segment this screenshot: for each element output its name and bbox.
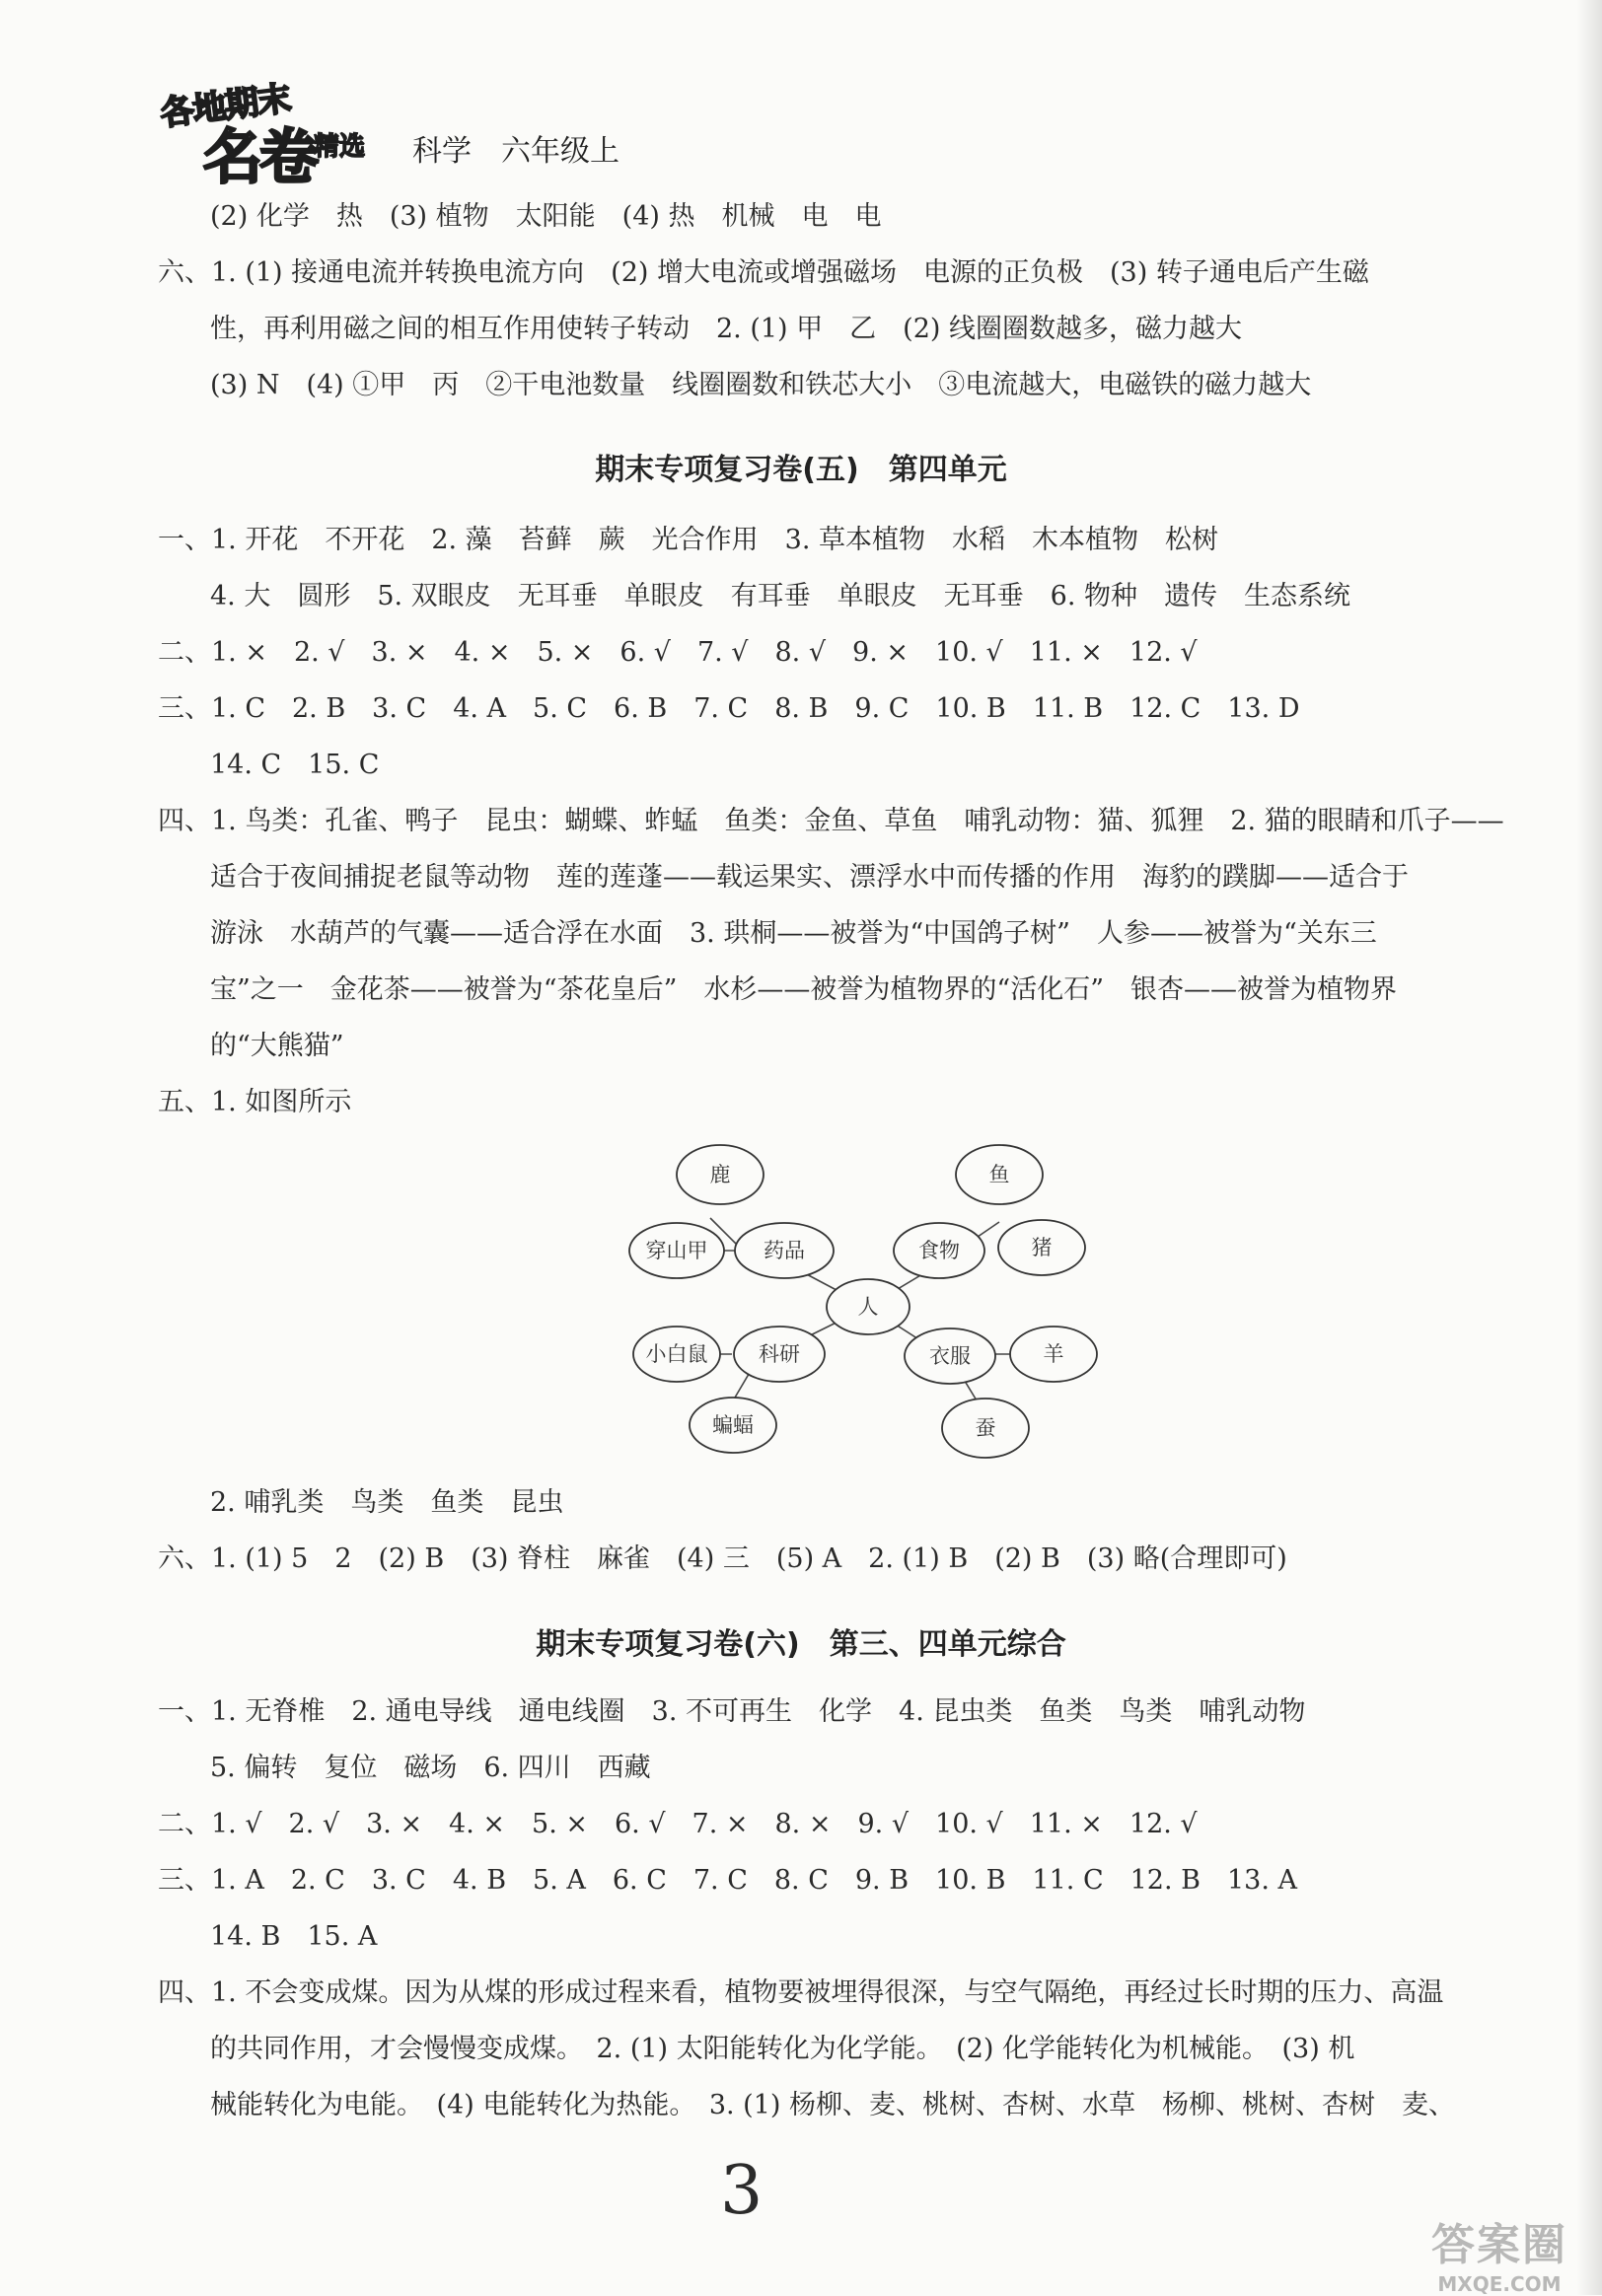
diagram-label: 羊 [1043,1342,1064,1366]
diagram-label: 蝙蝠 [712,1413,754,1437]
logo-text-main: 名卷 [203,123,316,192]
page-number: 3 [720,2152,764,2230]
relationship-diagram [612,1139,1125,1465]
answer-line: 2. 哺乳类 鸟类 鱼类 昆虫 [210,1487,564,1518]
answer-line: 一、1. 开花 不开花 2. 藻 苔藓 蕨 光合作用 3. 草本植物 水稻 木本植物 松树 [158,525,1219,555]
answer-line: 适合于夜间捕捉老鼠等动物 莲的莲蓬——载运果实、漂浮水中而传播的作用 海豹的蹼脚——适合于 [210,862,1409,893]
answer-line: 性，再利用磁之间的相互作用使转子转动 2. (1) 甲 乙 (2) 线圈圈数越多，磁力越大 [210,314,1242,344]
answer-line: 5. 偏转 复位 磁场 6. 四川 西藏 [210,1753,651,1783]
diagram-label: 鹿 [709,1163,731,1186]
answer-line: (2) 化学 热 (3) 植物 太阳能 (4) 热 机械 电 电 [210,201,882,232]
watermark [1411,2209,1588,2296]
diagram-label: 小白鼠 [645,1342,708,1366]
diagram-label: 科研 [759,1342,800,1366]
answer-line: 的“大熊猫” [210,1031,344,1061]
page-edge-shadow [1576,0,1602,2295]
series-logo [146,77,393,192]
answer-line: 的共同作用，才会慢慢变成煤。 2. (1) 太阳能转化为化学能。 (2) 化学能转化为机械能。 (3) 机 [210,2034,1355,2064]
answer-line: 六、1. (1) 接通电流并转换电流方向 (2) 增大电流或增强磁场 电源的正负极 (3) 转子通电后产生磁 [158,257,1369,288]
answer-line: 宝”之一 金花茶——被誉为“茶花皇后” 水杉——被誉为植物界的“活化石” 银杏——被誉为植物界 [210,974,1398,1005]
header-subject: 科学 六年级上 [412,134,619,169]
answer-line: 四、1. 不会变成煤。因为从煤的形成过程来看，植物要被埋得很深，与空气隔绝，再经过长时期的压力、高温 [158,1977,1444,2008]
diagram-label: 药品 [764,1239,805,1262]
answer-line: (3) N (4) ①甲 丙 ②干电池数量 线圈圈数和铁芯大小 ③电流越大，电磁铁的磁力越大 [210,370,1312,400]
answer-line: 游泳 水葫芦的气囊——适合浮在水面 3. 珙桐——被誉为“中国鸽子树” 人参——被誉为“关东三 [210,918,1377,949]
diagram-label: 猪 [1031,1236,1053,1259]
answer-line: 一、1. 无脊椎 2. 通电导线 通电线圈 3. 不可再生 化学 4. 昆虫类 鱼类 鸟类 哺乳动物 [158,1696,1306,1727]
logo-text-top: 各地期末 [158,79,293,134]
answer-line: 14. C 15. C [210,750,380,780]
answer-line: 14. B 15. A [210,1921,378,1952]
watermark-text: 答案圈 [1431,2220,1567,2270]
answer-line: 二、1. × 2. √ 3. × 4. × 5. × 6. √ 7. √ 8. √ 9. × 10. √ 11. × 12. √ [158,637,1198,668]
diagram-label: 鱼 [988,1163,1010,1186]
section-title-6: 期末专项复习卷(六) 第三、四单元综合 [536,1627,1066,1662]
answer-line: 4. 大 圆形 5. 双眼皮 无耳垂 单眼皮 有耳垂 单眼皮 无耳垂 6. 物种 遗传 生态系统 [210,581,1351,611]
answer-line: 三、1. C 2. B 3. C 4. A 5. C 6. B 7. C 8. B 9. C 10. B 11. B 12. C 13. D [158,693,1300,724]
answer-line: 四、1. 鸟类：孔雀、鸭子 昆虫：蝴蝶、蚱蜢 鱼类：金鱼、草鱼 哺乳动物：猫、狐狸 2. 猫的眼睛和爪子—— [158,806,1504,836]
answer-line: 五、1. 如图所示 [158,1087,352,1117]
diagram-label-center: 人 [857,1295,879,1319]
diagram-label: 衣服 [929,1344,971,1368]
answer-line: 二、1. √ 2. √ 3. × 4. × 5. × 6. √ 7. × 8. × 9. √ 10. √ 11. × 12. √ [158,1809,1198,1839]
diagram-label: 食物 [918,1239,960,1262]
diagram-label: 蚕 [975,1416,996,1440]
answer-line: 六、1. (1) 5 2 (2) B (3) 脊柱 麻雀 (4) 三 (5) A 2. (1) B (2) B (3) 略(合理即可) [158,1543,1287,1574]
answer-line: 械能转化为电能。 (4) 电能转化为热能。 3. (1) 杨柳、麦、桃树、杏树、水草 杨柳、桃树、杏树 麦、 [210,2090,1455,2120]
watermark-url: MXQE.COM [1437,2272,1562,2296]
section-title-5: 期末专项复习卷(五) 第四单元 [595,453,1007,487]
logo-text-side: 精选 [314,132,366,162]
answer-line: 三、1. A 2. C 3. C 4. B 5. A 6. C 7. C 8. C 9. B 10. B 11. C 12. B 13. A [158,1865,1297,1896]
diagram-label: 穿山甲 [645,1239,708,1262]
